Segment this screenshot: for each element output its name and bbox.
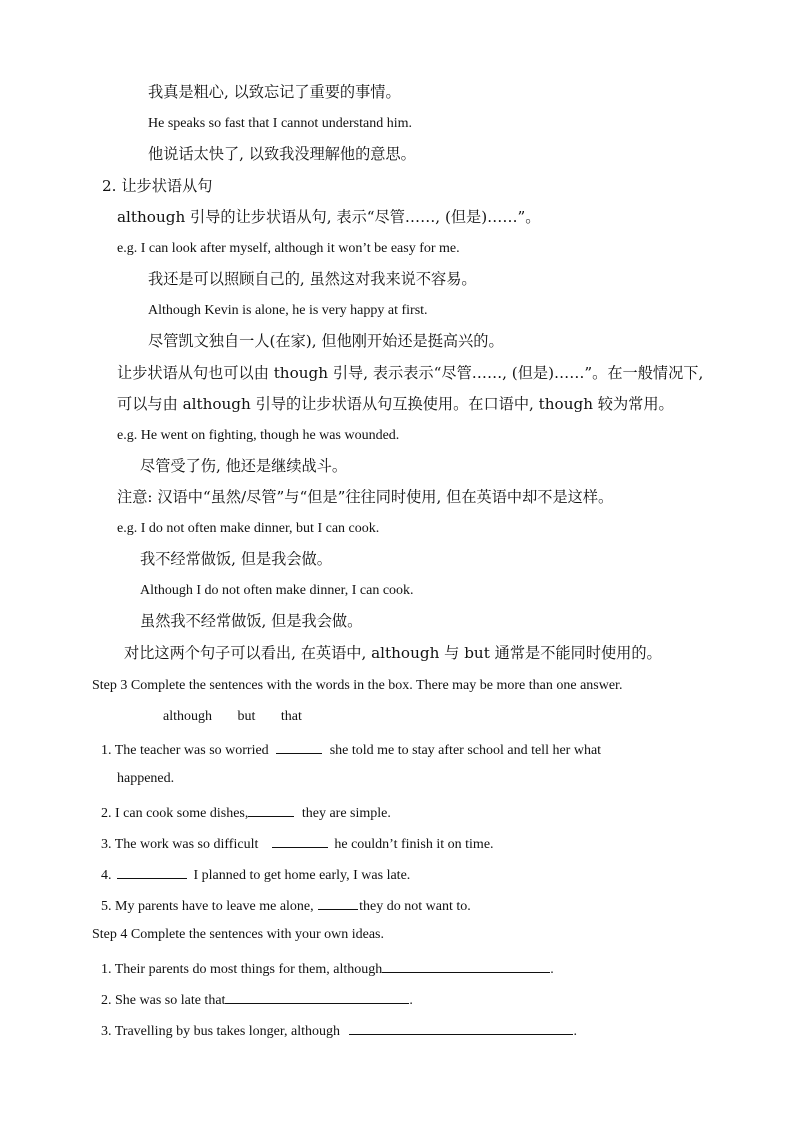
question-text: . [409,993,413,1008]
translation-went-on-fighting: 尽管受了伤, 他还是继续战斗。 [140,457,348,475]
step4-heading: Step 4 Complete the sentences with your own ideas. [92,927,384,942]
translation-look-after-myself: 我还是可以照顾自己的, 虽然这对我来说不容易。 [148,270,477,288]
answer-blank[interactable] [225,991,409,1004]
question-text: he couldn’t finish it on time. [334,837,494,852]
question-text: she told me to stay after school and tell her what [329,743,602,758]
step4-question-2 [101,991,413,1008]
step3-question-1 [101,741,601,758]
example-make-dinner-but: e.g. I do not often make dinner, but I can cook. [117,521,380,536]
translation-make-dinner-but: 我不经常做饭, 但是我会做。 [140,550,332,568]
question-text: 3. Travelling by bus takes longer, although [101,1024,340,1039]
question-text: they are simple. [301,806,391,821]
sentence-chinese-speaks-fast: 他说话太快了, 以致我没理解他的意思。 [148,145,416,163]
step3-question-5 [101,897,471,914]
translation-make-dinner-although: 虽然我不经常做饭, 但是我会做。 [140,612,363,630]
word-box-item: but [237,709,256,724]
question-text: 1. Their parents do most things for them, although [101,962,383,977]
answer-blank[interactable] [382,960,550,973]
rule-though-interchangeable: 可以与由 although 引导的让步状语从句互换使用。在口语中, though 较为常用。 [117,395,674,413]
question-text: 2. She was so late that [101,993,226,1008]
answer-blank[interactable] [318,897,358,910]
step3-question-1-continued: happened. [117,771,175,786]
question-text: 5. My parents have to leave me alone, [101,899,314,914]
step3-question-3 [101,835,494,852]
example-look-after-myself: e.g. I can look after myself, although it won’t be easy for me. [117,241,460,256]
question-text: 2. I can cook some dishes, [101,806,249,821]
question-text: I planned to get home early, I was late. [193,868,411,883]
example-went-on-fighting: e.g. He went on fighting, though he was wounded. [117,428,400,443]
sentence-chinese-careless: 我真是粗心, 以致忘记了重要的事情。 [148,83,401,101]
question-text: they do not want to. [359,899,471,914]
step4-question-1 [101,960,554,977]
sentence-english-speaks-fast: He speaks so fast that I cannot understand him. [148,116,412,131]
example-make-dinner-although: Although I do not often make dinner, I can cook. [140,583,414,598]
rule-though-clause: 让步状语从句也可以由 though 引导, 表示表示“尽管……, (但是)……”。在一般情况下, [117,364,704,382]
question-text: 3. The work was so difficult [101,837,259,852]
answer-blank[interactable] [117,866,187,879]
question-text: . [550,962,554,977]
answer-blank[interactable] [276,741,322,754]
question-text: . [573,1024,577,1039]
question-text: 1. The teacher was so worried [101,743,269,758]
comparison-conclusion: 对比这两个句子可以看出, 在英语中, although 与 but 通常是不能同时使用的。 [124,644,662,662]
answer-blank[interactable] [349,1022,573,1035]
step3-heading: Step 3 Complete the sentences with the words in the box. There may be more than one answer. [92,678,623,693]
note-although-but: 注意: 汉语中“虽然/尽管”与“但是”往往同时使用, 但在英语中却不是这样。 [117,488,614,506]
step3-question-2 [101,804,391,821]
word-box-item: although [163,709,212,724]
question-text: 4. [101,868,112,883]
word-box [163,710,302,724]
step4-question-3 [101,1022,577,1039]
step3-question-4 [101,866,410,883]
rule-although-clause: although 引导的让步状语从句, 表示“尽管……, (但是)……”。 [117,208,541,226]
example-kevin-alone: Although Kevin is alone, he is very happy at first. [148,303,428,318]
translation-kevin-alone: 尽管凯文独自一人(在家), 但他刚开始还是挺高兴的。 [148,332,504,350]
section-heading-concession-clause: 2. 让步状语从句 [102,177,213,195]
answer-blank[interactable] [272,835,328,848]
answer-blank[interactable] [248,804,294,817]
word-box-item: that [280,709,302,724]
